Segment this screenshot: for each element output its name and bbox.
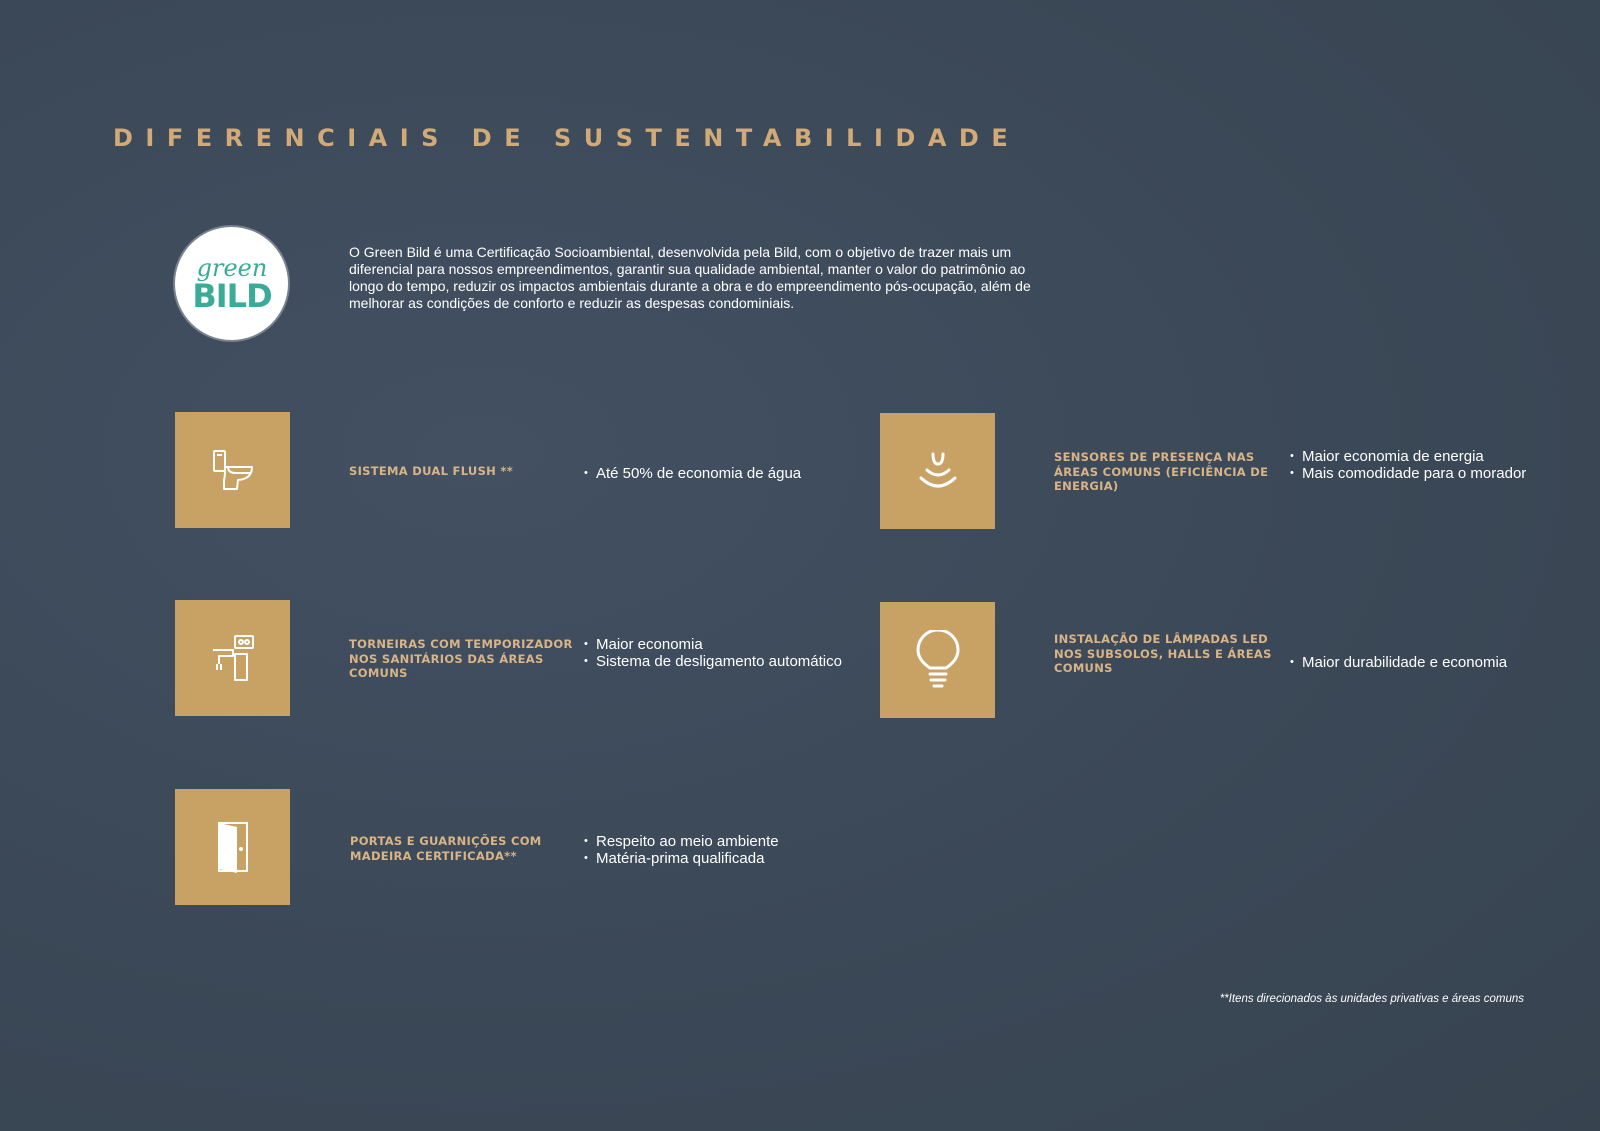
list-item: • Respeito ao meio ambiente bbox=[584, 833, 844, 850]
dual-flush-bullets bbox=[584, 465, 844, 482]
sensor-icon bbox=[913, 446, 963, 496]
doors-box bbox=[175, 789, 290, 905]
green-bild-logo bbox=[175, 227, 288, 340]
logo-line1: green bbox=[196, 254, 268, 282]
sensors-bullets bbox=[1290, 448, 1540, 482]
lightbulb-icon bbox=[913, 630, 963, 690]
logo-line2: BILD bbox=[192, 277, 272, 315]
list-item: • Maior durabilidade e economia bbox=[1290, 654, 1550, 671]
faucet-icon bbox=[209, 634, 257, 682]
dual-flush-label: SISTEMA DUAL FLUSH ** bbox=[349, 464, 514, 478]
list-item: • Sistema de desligamento automático bbox=[584, 653, 844, 670]
intro-text: O Green Bild é uma Certificação Socioambiental, desenvolvida pela Bild, com o objetivo de trazer mais um diferencial para nossos empreendimentos, garantir sua qualidade ambiental, manter o valor do patrimônio ao longo do tempo, reduzir os impactos ambientais durante a obra e do empreendimento pós-ocupação, além de melhorar as condições de conforto e reduzir as despesas condominiais. bbox=[349, 244, 1031, 311]
page-title: DIFERENCIAIS DE SUSTENTABILIDADE bbox=[113, 124, 1021, 152]
door-icon bbox=[213, 819, 253, 875]
list-item: • Maior economia de energia bbox=[1290, 448, 1540, 465]
dual-flush-box bbox=[175, 412, 290, 528]
doors-bullets bbox=[584, 833, 844, 867]
sensors-box bbox=[880, 413, 995, 529]
list-item: • Mais comodidade para o morador bbox=[1290, 465, 1540, 482]
led-bullets bbox=[1290, 654, 1550, 671]
doors-label: PORTAS E GUARNIÇÕES COM MADEIRA CERTIFICADA** bbox=[350, 834, 542, 863]
faucets-box bbox=[175, 600, 290, 716]
led-box bbox=[880, 602, 995, 718]
list-item: • Maior economia bbox=[584, 636, 844, 653]
toilet-icon bbox=[210, 447, 256, 493]
list-item: • Até 50% de economia de água bbox=[584, 465, 844, 482]
green-bild-logo-icon bbox=[175, 227, 288, 340]
list-item: • Matéria-prima qualificada bbox=[584, 850, 844, 867]
led-label: INSTALAÇÃO DE LÂMPADAS LED NOS SUBSOLOS, HALLS E ÁREAS COMUNS bbox=[1054, 632, 1272, 675]
faucets-bullets bbox=[584, 636, 844, 670]
faucets-label: TORNEIRAS COM TEMPORIZADOR NOS SANITÁRIOS DAS ÁREAS COMUNS bbox=[349, 637, 573, 680]
sensors-label: SENSORES DE PRESENÇA NAS ÁREAS COMUNS (EFICIÊNCIA DE ENERGIA) bbox=[1054, 450, 1269, 493]
footnote: **Itens direcionados às unidades privativas e áreas comuns bbox=[1219, 993, 1524, 1005]
